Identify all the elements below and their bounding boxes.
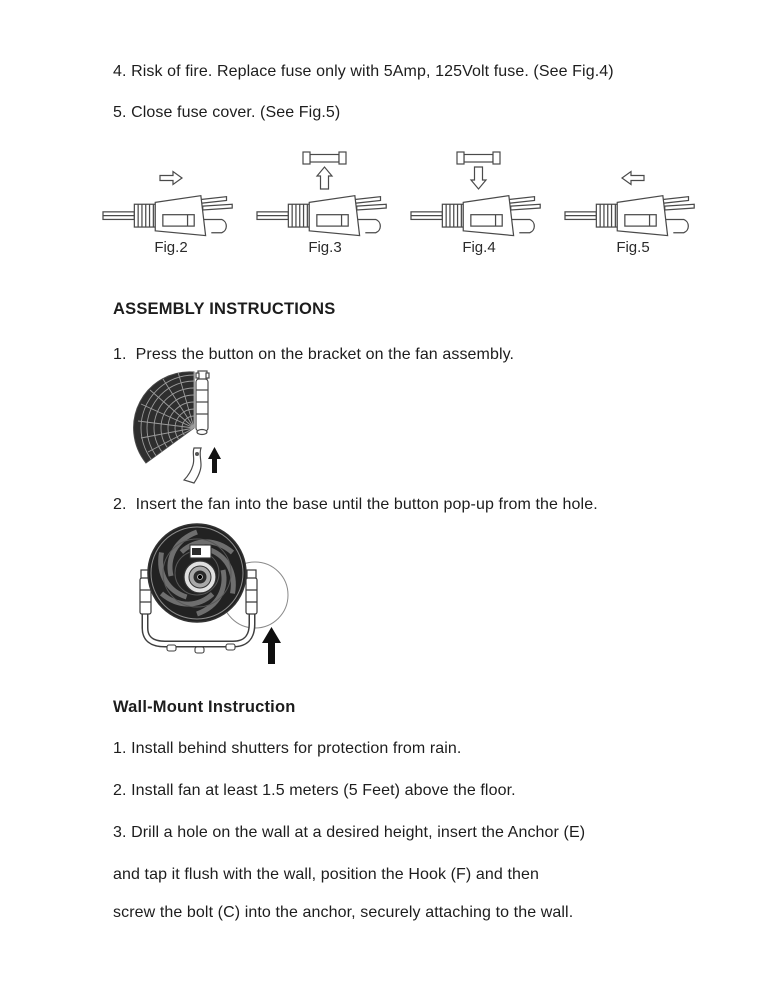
assembly-step-1: 1. Press the button on the bracket on the fan assembly.: [113, 346, 515, 363]
fan-head: [148, 524, 246, 622]
plug-drawing: [103, 196, 232, 236]
fan-illustration: [131, 518, 313, 668]
grille-sector: [134, 372, 194, 463]
plug-drawing: [411, 196, 540, 236]
solid-up-arrow-icon: [262, 627, 281, 664]
wall-mount-step-3: 3. Drill a hole on the wall at a desired height, insert the Anchor (E): [113, 824, 586, 841]
figure-fig2: [100, 150, 242, 256]
plug-drawing: [565, 196, 694, 236]
assembly-heading: ASSEMBLY INSTRUCTIONS: [113, 300, 336, 318]
figure-fig3: [254, 150, 396, 256]
hollow-left-arrow-icon: [622, 172, 644, 185]
plug-drawing: [257, 196, 386, 236]
bracket-illustration: [118, 366, 270, 484]
figure-label: Fig.3: [308, 239, 342, 256]
fuse-remove-illustration: [254, 150, 396, 238]
plug-pull-right-illustration: [100, 150, 242, 238]
figure-fig4: [408, 150, 550, 256]
mount-arm: [196, 371, 209, 435]
safety-step-4: 4. Risk of fire. Replace fuse only with 5Amp, 125Volt fuse. (See Fig.4): [113, 63, 614, 80]
wall-mount-step-2: 2. Install fan at least 1.5 meters (5 Feet) above the floor.: [113, 782, 516, 799]
wall-mount-step-3-cont: and tap it flush with the wall, position the Hook (F) and then: [113, 866, 539, 883]
wall-mount-heading: Wall-Mount Instruction: [113, 698, 296, 716]
wall-mount-step-3-end: screw the bolt (C) into the anchor, securely attaching to the wall.: [113, 904, 574, 921]
assembly-step-2: 2. Insert the fan into the base until the button pop-up from the hole.: [113, 496, 598, 513]
hollow-down-arrow-icon: [471, 167, 486, 189]
figure-label: Fig.2: [154, 239, 188, 256]
safety-step-5: 5. Close fuse cover. (See Fig.5): [113, 104, 341, 121]
plug-figures-row: [100, 150, 704, 256]
hollow-up-arrow-icon: [317, 167, 332, 189]
figure-label: Fig.4: [462, 239, 496, 256]
figure-label: Fig.5: [616, 239, 650, 256]
figure-fig5: [562, 150, 704, 256]
wall-mount-step-1: 1. Install behind shutters for protection from rain.: [113, 740, 462, 757]
solid-up-arrow-icon: [208, 447, 221, 473]
hub: [184, 561, 216, 593]
fuse-icon: [303, 152, 346, 164]
hollow-right-arrow-icon: [160, 172, 182, 185]
plug-push-left-illustration: [562, 150, 704, 238]
bracket-hole: [195, 452, 199, 456]
fuse-insert-illustration: [408, 150, 550, 238]
fuse-icon: [457, 152, 500, 164]
